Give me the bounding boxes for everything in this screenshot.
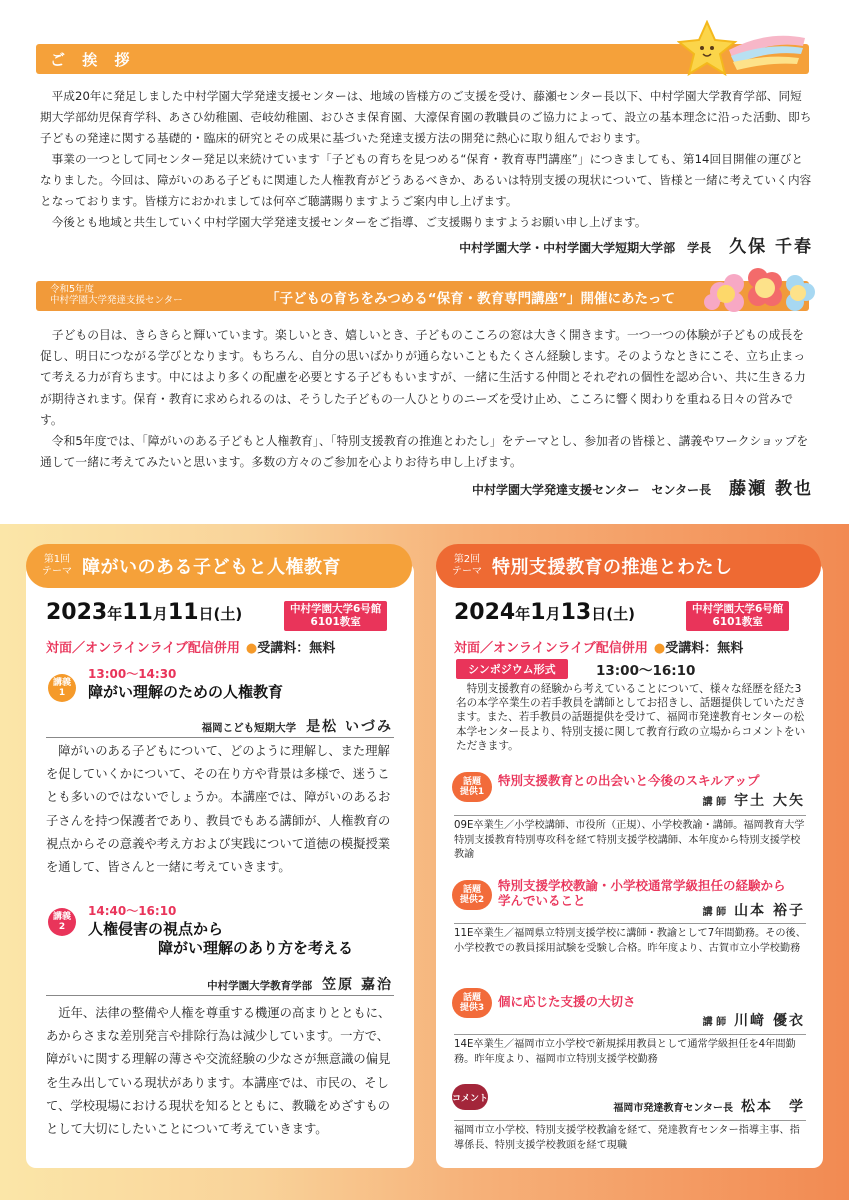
lecture2-time: 14:40～16:10 <box>88 904 177 918</box>
lecture1-badge: 講義 1 <box>48 674 76 702</box>
intro-small-label <box>50 284 183 306</box>
symposium-label: シンポジウム形式 <box>456 659 568 679</box>
lecture2-badge: 講義 2 <box>48 908 76 936</box>
theme1-number: 第1回 テーマ <box>42 554 72 577</box>
signature-name: 藤瀬 教也 <box>729 479 813 499</box>
lecture2-description: 近年、法律の整備や人権を尊重する機運の高まりとともに、あからさまな差別発言や排除行為は減少しています。一方で、障がいに関する理解の薄さや交流経験の少なさが無意識の偏見を生み出している現状があります。本講座では、市民の、そして、学校現場における現状を知るとともに、教職をめざすものとして大切にしたいことについて考えていきます。 <box>46 1006 391 1137</box>
theme2-mode: 対面／オンラインライブ配信併用 ●受講料：無料 <box>454 641 744 656</box>
topic1-title: 特別支援教育との出会いと今後のスキルアップ <box>498 773 760 788</box>
lecture2-lecturer: 中村学園大学教育学部 笠原 嘉治 <box>207 977 393 993</box>
comment-badge: コメント <box>452 1084 488 1110</box>
lecture1-title: 障がい理解のための人権教育 <box>88 683 284 701</box>
topic2-title: 特別支援学校教諭・小学校通常学級担任の経験から 学んでいること <box>498 878 786 908</box>
divider <box>46 737 394 738</box>
greeting-signature <box>459 232 813 257</box>
divider <box>46 995 394 996</box>
symposium-description: 特別支援教育の経験から考えていることについて、様々な経歴を経た3名の本学卒業生の若手教員を講師としてお招きし、話題提供していただきます。また、若手教員の話題提供を受けて、福岡市発達教育センターの松本学センター長より、特別支援に関して教育行政の立場からコメントをいただきます。 <box>456 683 806 752</box>
theme1-date: 2023年11月11日(土) <box>46 600 243 625</box>
theme1-venue: 中村学園大学6号館 6101教室 <box>284 601 387 631</box>
greeting-paragraph: 平成20年に発足しました中村学園大学発達支援センターは、地域の皆様方のご支援を受け、藤瀬センター長以下、中村学園大学教育学部、同短期大学部幼児保育学科、あさひ幼稚園、壱岐幼稚園、おひさま保育園、大濠保育園の教職員のご協力によって、設立の基本理念に沿った活動、即ち子どもの発達に関する基礎的・臨床的研究とその成果に基づいた発達支援方法の開発に熱心に取り組んでおります。 <box>40 89 812 145</box>
lecture2-title: 人権侵害の視点から 障がい理解のあり方を考える <box>88 920 354 957</box>
topic3-speaker: 講 師 川﨑 優衣 <box>702 1013 805 1029</box>
topic3-title: 個に応じた支援の大切さ <box>498 994 636 1009</box>
topic1-badge: 話題 提供1 <box>452 772 492 802</box>
theme2-header <box>436 544 821 588</box>
topic2-badge: 話題 提供2 <box>452 880 492 910</box>
shooting-star-icon <box>677 20 807 82</box>
comment-speaker: 福岡市発達教育センター長 松本 学 <box>613 1099 805 1115</box>
intro-small-line2: 中村学園大学発達支援センター <box>50 295 183 306</box>
greeting-header: ご 挨 拶 <box>36 44 809 74</box>
signature-org: 中村学園大学発達支援センター センター長 <box>472 483 712 497</box>
comment-bio: 福岡市立小学校、特別支援学校教諭を経て、発達教育センター指導主事、指導係長、特別支援学校教頭を経て現職 <box>454 1120 806 1153</box>
topic3-bio: 14E卒業生／福岡市立小学校で新規採用教員として通常学級担任を4年間勤務。昨年度より、福岡市立特別支援学校勤務 <box>454 1034 806 1067</box>
theme2-venue: 中村学園大学6号館 6101教室 <box>686 601 789 631</box>
intro-header <box>36 281 809 311</box>
intro-paragraph: 令和5年度では、「障がいのある子どもと人権教育」、「特別支援教育の推進とわたし」をテーマとし、参加者の皆様と、講義やワークショップを通して一緒に考えてみたいと思います。多数の方々のご参加を心よりお待ち申し上げます。 <box>40 434 809 470</box>
theme1-header <box>26 544 412 588</box>
lecture1-lecturer: 福岡こども短期大学 是松 いづみ <box>201 719 393 735</box>
intro-text <box>40 325 813 473</box>
intro-title: 「子どもの育ちをみつめる“保育・教育専門講座”」開催にあたって <box>266 291 675 307</box>
intro-signature <box>472 474 813 499</box>
theme1-title: 障がいのある子どもと人権教育 <box>82 557 341 578</box>
lecture1-time: 13:00～14:30 <box>88 667 177 681</box>
lecture1-description: 障がいのある子どもについて、どのように理解し、また理解を促していくかについて、その在り方や背景は多様で、迷うことも多いのではないでしょうか。本講座では、障がいのあるお子さんを持つ保護者であり、教員でもある講師が、人権教育の視点からその意義や考え方および実践について道徳の模擬授業を通して、皆さんと一緒に考えていきます。 <box>46 744 391 875</box>
theme2-date: 2024年1月13日(土) <box>454 600 635 625</box>
intro-small-line1: 令和5年度 <box>50 284 95 295</box>
theme2-number: 第2回 テーマ <box>452 554 482 577</box>
theme2-title: 特別支援教育の推進とわたし <box>492 557 733 578</box>
symposium-time: 13:00～16:10 <box>596 663 696 679</box>
signature-name: 久保 千春 <box>729 237 813 257</box>
greeting-paragraph: 事業の一つとして同センター発足以来続けています「子どもの育ちを見つめる“保育・教育専門講座”」につきましても、第14回目開催の運びとなりました。今回は、障がいのある子どもに関連した人権教育がどうあるべきか、あるいは特別支援の現状について、皆様と一緒に考えていく内容となっております。皆様方におかれましては何卒ご聴講賜りますようご案内申し上げます。 <box>40 152 812 208</box>
topic2-bio: 11E卒業生／福岡県立特別支援学校に講師・教諭として7年間勤務。その後、小学校教での教員採用試験を受験し合格。昨年度より、古賀市立小学校勤務 <box>454 923 806 956</box>
signature-org: 中村学園大学・中村学園大学短期大学部 学長 <box>459 241 712 255</box>
topic2-speaker: 講 師 山本 裕子 <box>702 903 805 919</box>
flowers-icon <box>700 262 815 318</box>
greeting-paragraph: 今後とも地域と共生していく中村学園大学発達支援センターをご指導、ご支援賜りますようお願い申し上げます。 <box>51 215 647 229</box>
topic1-bio: 09E卒業生／小学校講師、市役所（正規）、小学校教諭・講師。福岡教育大学特別支援教育特別専攻科を経て特別支援学校講師、本年度から特別支援学校教諭 <box>454 815 806 863</box>
topic3-badge: 話題 提供3 <box>452 988 492 1018</box>
intro-paragraph: 子どもの目は、きらきらと輝いています。楽しいとき、嬉しいとき、子どものこころの窓は大きく開きます。一つ一つの体験が子どもの成長を促し、明日につながる学びとなります。もちろん、自分の思いばかりが通らないこともたくさん経験します。そのようなときにこそ、立ち止まって考える力が育ちます。中にはより多くの配慮を必要とする子どももいますが、一緒に生活する仲間とそれぞれの個性を認め合い、共に生きる力が期待されます。保育・教育に求められるのは、そうした子どもの一人ひとりのニーズを受け止め、こころに響く関わりを重ねる日々の営みです。 <box>40 328 806 427</box>
greeting-text <box>40 86 813 233</box>
topic1-speaker: 講 師 宇土 大矢 <box>702 793 805 809</box>
theme1-mode: 対面／オンラインライブ配信併用 ●受講料：無料 <box>46 641 336 656</box>
